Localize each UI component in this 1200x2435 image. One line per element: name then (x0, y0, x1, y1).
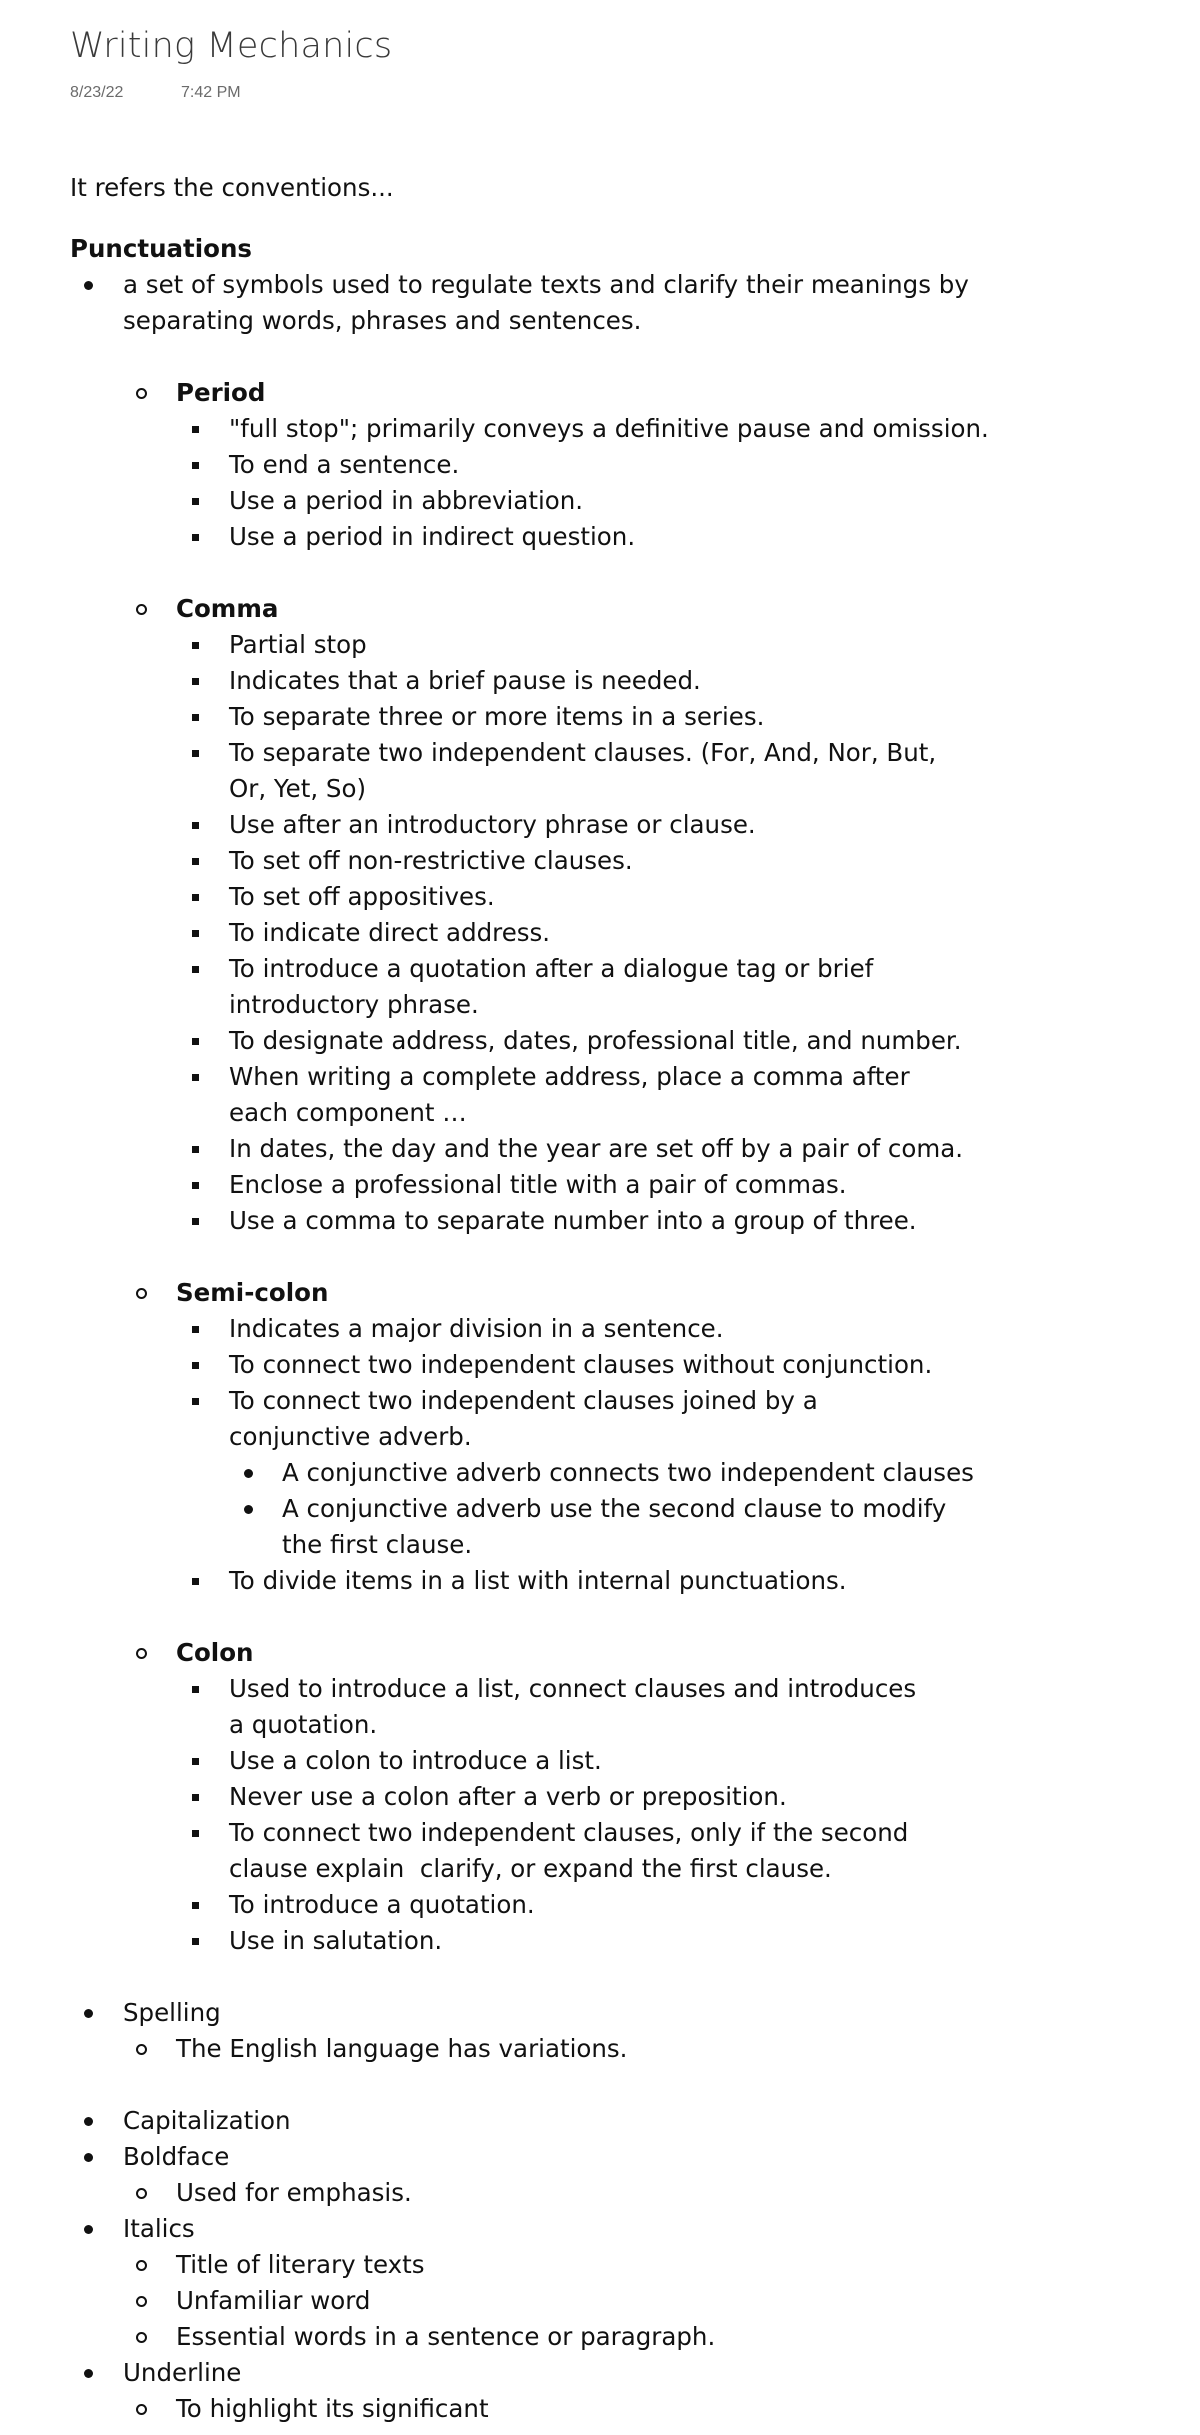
capitalization-label: Capitalization (123, 2106, 291, 2135)
list-item-text: Use a period in indirect question. (229, 522, 636, 551)
bullet-ring-icon (131, 2319, 151, 2355)
list-item-period[interactable] (123, 375, 1070, 591)
comma-label: Comma (176, 594, 279, 623)
list-item-boldface[interactable] (70, 2139, 1070, 2211)
list-item-text: To end a sentence. (229, 450, 460, 479)
bullet-ring-icon (131, 2175, 151, 2211)
bullet-square-icon (185, 1923, 205, 1959)
bullet-square-icon (185, 519, 205, 555)
note-time: 7:42 PM (181, 84, 241, 101)
list-item-text: To connect two independent clauses without conjunction. (229, 1350, 933, 1379)
list-item[interactable] (229, 1455, 1070, 1491)
list-item-text: To introduce a quotation. (229, 1890, 535, 1919)
list-item-text: A conjunctive adverb connects two independent clauses (282, 1458, 974, 1487)
list-item-text: To separate three or more items in a series. (229, 702, 765, 731)
list-item[interactable] (176, 663, 1070, 699)
list-item-spelling[interactable] (70, 1995, 1070, 2103)
list-item[interactable] (176, 1383, 1070, 1563)
list-item[interactable] (176, 1563, 1070, 1599)
bullet-square-icon (185, 735, 205, 771)
bullet-square-icon (185, 915, 205, 951)
list-item-text: Indicates a major division in a sentence. (229, 1314, 724, 1343)
bullet-square-icon (185, 1203, 205, 1239)
list-item[interactable] (176, 519, 1070, 555)
bullet-square-icon (185, 1887, 205, 1923)
semicolon-label: Semi-colon (176, 1278, 329, 1307)
list-item[interactable] (176, 627, 1070, 663)
list-item[interactable] (123, 2031, 1070, 2067)
bullet-ring-icon (131, 1275, 151, 1311)
section-heading-punctuations[interactable]: Punctuations (70, 234, 253, 263)
italics-label: Italics (123, 2214, 195, 2243)
bullet-square-icon (185, 411, 205, 447)
list-item-text: To indicate direct address. (229, 918, 551, 947)
bullet-dot-icon (78, 1995, 98, 2031)
bullet-dot-icon (78, 2355, 98, 2391)
main-bullet-list (70, 267, 1070, 2427)
list-item-text: Enclose a professional title with a pair of commas. (229, 1170, 847, 1199)
list-item[interactable] (176, 1131, 1070, 1167)
list-item-text: Partial stop (229, 630, 367, 659)
list-item[interactable] (176, 411, 1070, 447)
list-item-text: Used to introduce a list, connect clauses and introduces a quotation. (229, 1674, 917, 1739)
list-item-text: Use in salutation. (229, 1926, 443, 1955)
list-item-text: In dates, the day and the year are set off by a pair of coma. (229, 1134, 963, 1163)
list-item-text: To set off non-restrictive clauses. (229, 846, 633, 875)
list-item-text: Indicates that a brief pause is needed. (229, 666, 701, 695)
list-item[interactable] (176, 699, 1070, 735)
list-item-text: When writing a complete address, place a comma after each component … (229, 1062, 910, 1127)
list-item[interactable] (176, 483, 1070, 519)
bullet-square-icon (185, 1779, 205, 1815)
list-item[interactable] (176, 1059, 1070, 1131)
list-item[interactable] (176, 879, 1070, 915)
bullet-square-icon (185, 1311, 205, 1347)
list-item[interactable] (176, 1023, 1070, 1059)
list-item-text: Use after an introductory phrase or clause. (229, 810, 756, 839)
list-item[interactable] (123, 2319, 1070, 2355)
list-item-text: Used for emphasis. (176, 2178, 412, 2207)
list-item-text: The English language has variations. (176, 2034, 628, 2063)
bullet-dot-icon (78, 267, 98, 303)
bullet-ring-icon (131, 2031, 151, 2067)
note-date: 8/23/22 (70, 84, 124, 101)
list-item[interactable] (123, 2247, 1070, 2283)
list-item-text: To connect two independent clauses joined by a conjunctive adverb. (229, 1386, 818, 1451)
list-item[interactable] (176, 447, 1070, 483)
spelling-label: Spelling (123, 1998, 221, 2027)
list-item-text: To separate two independent clauses. (For, And, Nor, But, Or, Yet, So) (229, 738, 937, 803)
list-item-text: a set of symbols used to regulate texts and clarify their meanings by separating words, phrases and sentences. (123, 270, 969, 335)
list-item[interactable] (123, 2175, 1070, 2211)
list-item-punctuation-definition[interactable] (70, 267, 1070, 1995)
list-item[interactable] (176, 1167, 1070, 1203)
bullet-dot-icon (78, 2103, 98, 2139)
list-item-text: Never use a colon after a verb or preposition. (229, 1782, 787, 1811)
list-item-text: To set off appositives. (229, 882, 495, 911)
list-item-comma[interactable] (123, 591, 1070, 1275)
list-item-text: To divide items in a list with internal punctuations. (229, 1566, 847, 1595)
underline-label: Underline (123, 2358, 242, 2387)
list-item-text: Title of literary texts (176, 2250, 425, 2279)
bullet-square-icon (185, 1347, 205, 1383)
bullet-square-icon (185, 879, 205, 915)
list-item[interactable] (176, 1743, 1070, 1779)
list-item[interactable] (176, 1671, 1070, 1743)
list-item-text: Unfamiliar word (176, 2286, 371, 2315)
list-item-text: Use a period in abbreviation. (229, 486, 584, 515)
bullet-square-icon (185, 1383, 205, 1419)
list-item[interactable] (176, 1923, 1070, 1959)
bullet-square-icon (185, 951, 205, 987)
list-item[interactable] (176, 1815, 1070, 1887)
bullet-square-icon (185, 663, 205, 699)
bullet-square-icon (185, 807, 205, 843)
list-item-text: To introduce a quotation after a dialogue tag or brief introductory phrase. (229, 954, 874, 1019)
list-item[interactable] (229, 1491, 1070, 1563)
intro-text[interactable]: It refers the conventions... (70, 173, 394, 202)
list-item-italics[interactable] (70, 2211, 1070, 2355)
list-item[interactable] (176, 915, 1070, 951)
list-item[interactable] (176, 1347, 1070, 1383)
list-item[interactable] (176, 1887, 1070, 1923)
bullet-square-icon (185, 1743, 205, 1779)
list-item-colon[interactable] (123, 1635, 1070, 1995)
list-item-text: Essential words in a sentence or paragraph. (176, 2322, 716, 2351)
list-item-text: To highlight its significant (176, 2394, 489, 2423)
bullet-square-icon (185, 1671, 205, 1707)
list-item[interactable] (176, 735, 1070, 807)
bullet-dot-icon (238, 1491, 258, 1527)
bullet-square-icon (185, 1167, 205, 1203)
list-item-text: A conjunctive adverb use the second clause to modify the first clause. (282, 1494, 947, 1559)
list-item-text: Use a comma to separate number into a group of three. (229, 1206, 917, 1235)
list-item-text: Use a colon to introduce a list. (229, 1746, 602, 1775)
colon-label: Colon (176, 1638, 254, 1667)
list-item-semicolon[interactable] (123, 1275, 1070, 1635)
bullet-dot-icon (78, 2139, 98, 2175)
list-item[interactable] (176, 843, 1070, 879)
bullet-square-icon (185, 1563, 205, 1599)
bullet-square-icon (185, 483, 205, 519)
bullet-square-icon (185, 1023, 205, 1059)
bullet-ring-icon (131, 2391, 151, 2427)
boldface-label: Boldface (123, 2142, 230, 2171)
list-item-text: To designate address, dates, professional title, and number. (229, 1026, 962, 1055)
page-title: Writing Mechanics (70, 26, 393, 66)
bullet-square-icon (185, 447, 205, 483)
list-item[interactable] (176, 951, 1070, 1023)
bullet-square-icon (185, 699, 205, 735)
bullet-dot-icon (78, 2211, 98, 2247)
list-item[interactable] (176, 1203, 1070, 1239)
list-item[interactable] (176, 807, 1070, 843)
bullet-ring-icon (131, 1635, 151, 1671)
list-item-text: "full stop"; primarily conveys a definitive pause and omission. (229, 414, 989, 443)
bullet-square-icon (185, 627, 205, 663)
list-item-underline[interactable] (70, 2355, 1070, 2427)
list-item[interactable] (176, 1779, 1070, 1815)
bullet-square-icon (185, 1059, 205, 1095)
bullet-square-icon (185, 1131, 205, 1167)
bullet-ring-icon (131, 375, 151, 411)
bullet-ring-icon (131, 2283, 151, 2319)
bullet-square-icon (185, 843, 205, 879)
list-item-text: To connect two independent clauses, only if the second clause explain clarify, or expand the first clause. (229, 1818, 917, 1883)
list-item[interactable] (176, 1311, 1070, 1347)
bullet-square-icon (185, 1815, 205, 1851)
period-label: Period (176, 378, 266, 407)
list-item[interactable] (123, 2283, 1070, 2319)
bullet-ring-icon (131, 591, 151, 627)
bullet-dot-icon (238, 1455, 258, 1491)
list-item[interactable] (123, 2391, 1070, 2427)
list-item-capitalization[interactable] (70, 2103, 1070, 2139)
bullet-ring-icon (131, 2247, 151, 2283)
